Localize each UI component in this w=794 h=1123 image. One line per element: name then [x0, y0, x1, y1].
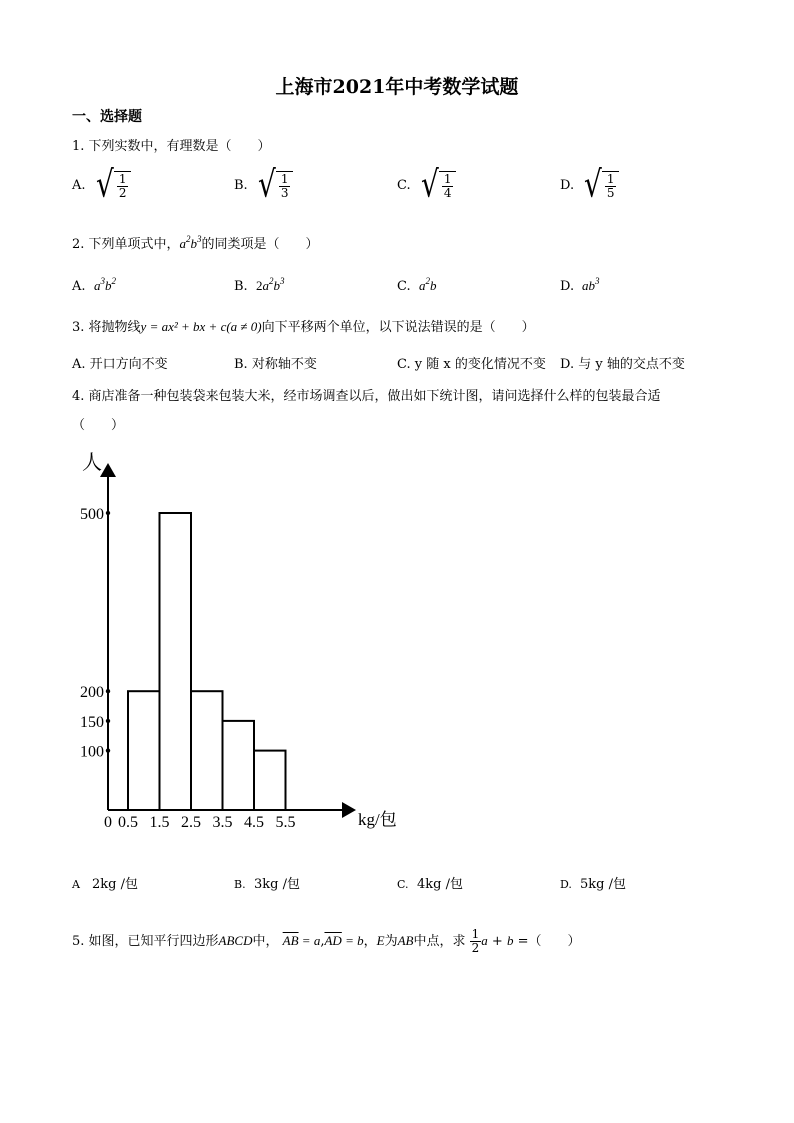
vector-ab: $\overline{AB} = a$ — [282, 933, 321, 948]
question-4-stem-line1: 4. 商店准备一种包装袋来包装大米，经市场调查以后，做出如下统计图，请问选择什么样的包装最合适 — [72, 389, 661, 404]
radical-icon: √ $\frac{1}{3}$ — [258, 170, 293, 200]
x-tick-label: 3.5 — [212, 814, 233, 831]
q4-option-4: D. 5kg /包 — [560, 877, 626, 892]
question-5-stem: 5. 如图，已知平行四边形ABCD中， $\overline{AB} = a,\overline{AD} = b$，E为AB中点，求 $\frac{1}{2}$ a + b =（ ） — [72, 927, 581, 955]
y-tick-label: 100 — [80, 743, 104, 761]
x-tick-label: 4.5 — [244, 814, 264, 831]
radical-icon: √ $\frac{1}{5}$ — [584, 170, 619, 200]
question-2-stem: 2. 下列单项式中，$a^2b^3$的同类项是（ ） — [72, 234, 319, 252]
radical-icon: √ $\frac{1}{4}$ — [421, 170, 456, 200]
q1-option-c: C. √ $\frac{1}{4}$ — [397, 170, 456, 200]
q4-option-2: B. 3kg /包 — [234, 877, 300, 892]
histogram-bar — [254, 751, 286, 810]
q2-option-c: C. $a^2b$ — [397, 276, 437, 294]
q1-option-d: D. √ $\frac{1}{5}$ — [560, 170, 619, 200]
y-tick-label: 200 — [80, 684, 104, 702]
y-tick-label: 150 — [80, 713, 104, 731]
y-tick-mark — [106, 689, 110, 693]
q2-option-a: A. $a^3b^2$ — [72, 276, 116, 294]
y-tick-mark — [106, 719, 110, 723]
radical-icon: √ $\frac{1}{2}$ — [96, 170, 131, 200]
y-tick-mark — [106, 511, 110, 515]
x-axis-arrow — [342, 802, 356, 818]
x-tick-label: 2.5 — [181, 814, 201, 831]
q1-option-a: A. √ $\frac{1}{2}$ — [72, 170, 131, 200]
vector-ad: $\overline{AD} = b$ — [324, 933, 364, 948]
histogram-bar — [191, 691, 223, 810]
y-axis-arrow — [100, 463, 116, 477]
question-1-stem: 1. 下列实数中，有理数是（ ） — [72, 139, 271, 154]
q1-option-b: B. √ $\frac{1}{3}$ — [234, 170, 293, 200]
x-axis-label: kg/包 — [358, 810, 397, 829]
y-tick-label: 500 — [80, 506, 104, 523]
q3-option-4: D. 与 y 轴的交点不变 — [560, 357, 685, 372]
q3-option-2: B. 对称轴不变 — [234, 357, 317, 372]
parabola-formula: y = ax² + bx + c(a ≠ 0) — [140, 319, 262, 334]
histogram-chart — [60, 445, 420, 840]
x-tick-label: 5.5 — [275, 814, 296, 831]
q2-option-b: B. $2a^2b^3$ — [234, 276, 285, 294]
q4-option-3: C. 4kg /包 — [397, 877, 463, 892]
y-axis-label: 人 — [82, 452, 102, 474]
half-fraction: $\frac{1}{2}$ — [471, 927, 480, 955]
q3-option-3: C. y 随 x 的变化情况不变 — [397, 357, 546, 372]
histogram-bar — [128, 691, 160, 810]
histogram-bar — [160, 513, 192, 810]
question-3-stem: 3. 将抛物线y = ax² + bx + c(a ≠ 0)向下平移两个单位，以下说法错误的是（ ） — [72, 319, 535, 335]
x-tick-label: 0.5 — [118, 814, 138, 831]
q4-option-1: A 2kg /包 — [72, 877, 138, 892]
section-heading: 一、选择题 — [72, 109, 142, 125]
x-tick-label: 1.5 — [149, 814, 170, 831]
q3-option-1: A. 开口方向不变 — [72, 357, 168, 372]
q2-option-d: D. $ab^3$ — [560, 276, 600, 294]
x-tick-label: 0 — [104, 814, 112, 831]
page-title: 上海市2021年中考数学试题 — [275, 76, 519, 98]
y-tick-mark — [106, 748, 110, 752]
question-4-stem-line2: （ ） — [72, 418, 125, 433]
histogram-bar — [223, 721, 255, 810]
